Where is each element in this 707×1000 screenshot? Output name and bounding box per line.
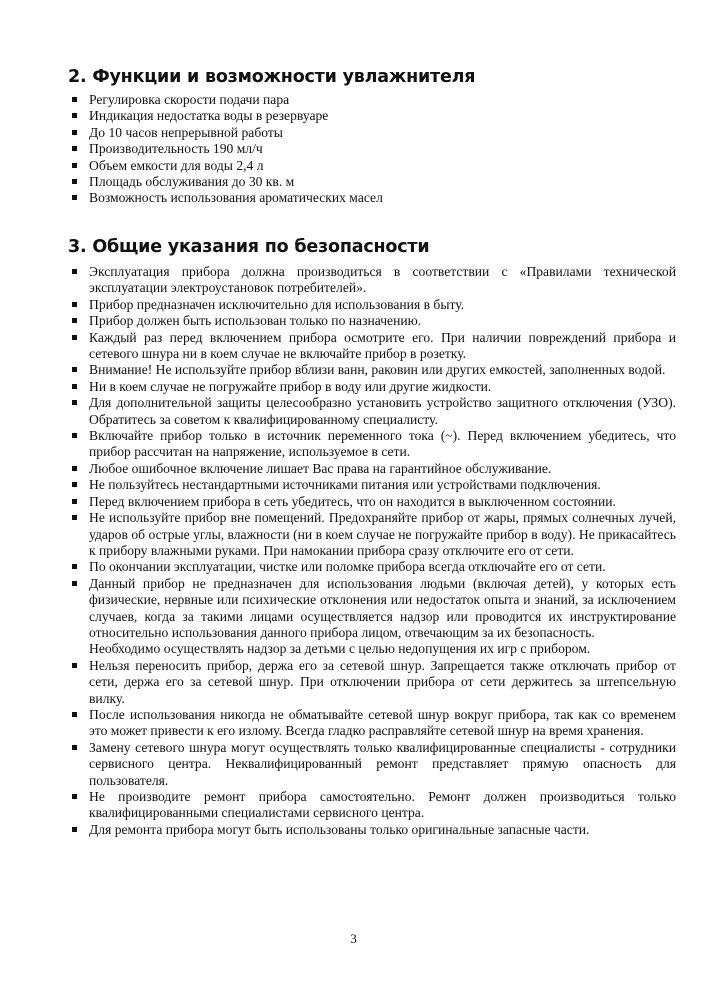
page-number: 3 [350, 931, 357, 946]
safety-list [70, 264, 676, 838]
supervision-note: Необходимо осуществлять надзор за детьми с целью недопущения их игр с прибором. [89, 641, 591, 657]
list-item: Любое ошибочное включение лишает Вас права на гарантийное обслуживание. [70, 461, 676, 477]
list-item: Объем емкости для воды 2,4 л [70, 158, 680, 174]
list-item: Замену сетевого шнура могут осуществлять только квалифицированные специалисты - сотрудники сервисного центра. Неквалифицированный ремонт представляет прямую опасность для пользователя. [70, 740, 676, 789]
list-item-text: Данный прибор не предназначен для использования людьми (включая детей), у которых есть физические, нервные или психические отклонения или недостаток опыта и знаний, за исключением случаев, когда за такими лицами осуществляется надзор или проводится их инструктирование относительно использования данного прибора лицом, отвечающим за их безопасность. [89, 575, 676, 640]
features-list [70, 92, 680, 207]
list-item: Ни в коем случае не погружайте прибор в воду или другие жидкости. [70, 379, 676, 395]
list-item: Прибор предназначен исключительно для использования в быту. [70, 297, 676, 313]
list-item: Производительность 190 мл/ч [70, 141, 680, 157]
list-item: По окончании эксплуатации, чистке или поломке прибора всегда отключайте его от сети. [70, 559, 676, 575]
list-item: Перед включением прибора в сеть убедитесь, что он находится в выключенном состоянии. [70, 494, 676, 510]
list-item: Для ремонта прибора могут быть использованы только оригинальные запасные части. [70, 822, 676, 838]
list-item: Эксплуатация прибора должна производиться в соответствии с «Правилами технической эксплуатации электроустановок потребителей». [70, 264, 676, 297]
section-3-heading: 3. Общие указания по безопасности [68, 237, 430, 257]
list-item: Прибор должен быть использован только по назначению. [70, 313, 676, 329]
list-item: Возможность использования ароматических масел [70, 190, 680, 206]
list-item: Для дополнительной защиты целесообразно установить устройство защитного отключения (УЗО). Обратитесь за советом к квалифицированному специалисту. [70, 395, 676, 428]
list-item: До 10 часов непрерывной работы [70, 125, 680, 141]
list-item [70, 576, 676, 658]
list-item: Регулировка скорости подачи пара [70, 92, 680, 108]
list-item: Не используйте прибор вне помещений. Предохраняйте прибор от жары, прямых солнечных лучей, ударов об острые углы, влажности (ни в коем случае не погружайте прибор в воду). Не прикасайтесь к прибору влажными руками. При намокании прибора сразу отключите его от сети. [70, 510, 676, 559]
list-item: Индикация недостатка воды в резервуаре [70, 108, 680, 124]
list-item: Площадь обслуживания до 30 кв. м [70, 174, 680, 190]
list-item: Включайте прибор только в источник переменного тока (~). Перед включением убедитесь, что прибор рассчитан на напряжение, используемое в сети. [70, 428, 676, 461]
list-item: Внимание! Не используйте прибор вблизи ванн, раковин или других емкостей, заполненных водой. [70, 362, 676, 378]
list-item: Не производите ремонт прибора самостоятельно. Ремонт должен производиться только квалифицированными специалистами сервисного центра. [70, 789, 676, 822]
section-2-heading: 2. Функции и возможности увлажнителя [68, 67, 476, 87]
list-item: После использования никогда не обматывайте сетевой шнур вокруг прибора, так как со временем это может привести к его излому. Всегда гладко расправляйте сетевой шнур на время хранения. [70, 707, 676, 740]
list-item: Каждый раз перед включением прибора осмотрите его. При наличии повреждений прибора и сетевого шнура ни в коем случае не включайте прибор в розетку. [70, 330, 676, 363]
list-item: Нельзя переносить прибор, держа его за сетевой шнур. Запрещается также отключать прибор от сети, держа его за сетевой шнур. При отключении прибора от сети держитесь за штепсельную вилку. [70, 658, 676, 707]
list-item: Не пользуйтесь нестандартными источниками питания или устройствами подключения. [70, 477, 676, 493]
